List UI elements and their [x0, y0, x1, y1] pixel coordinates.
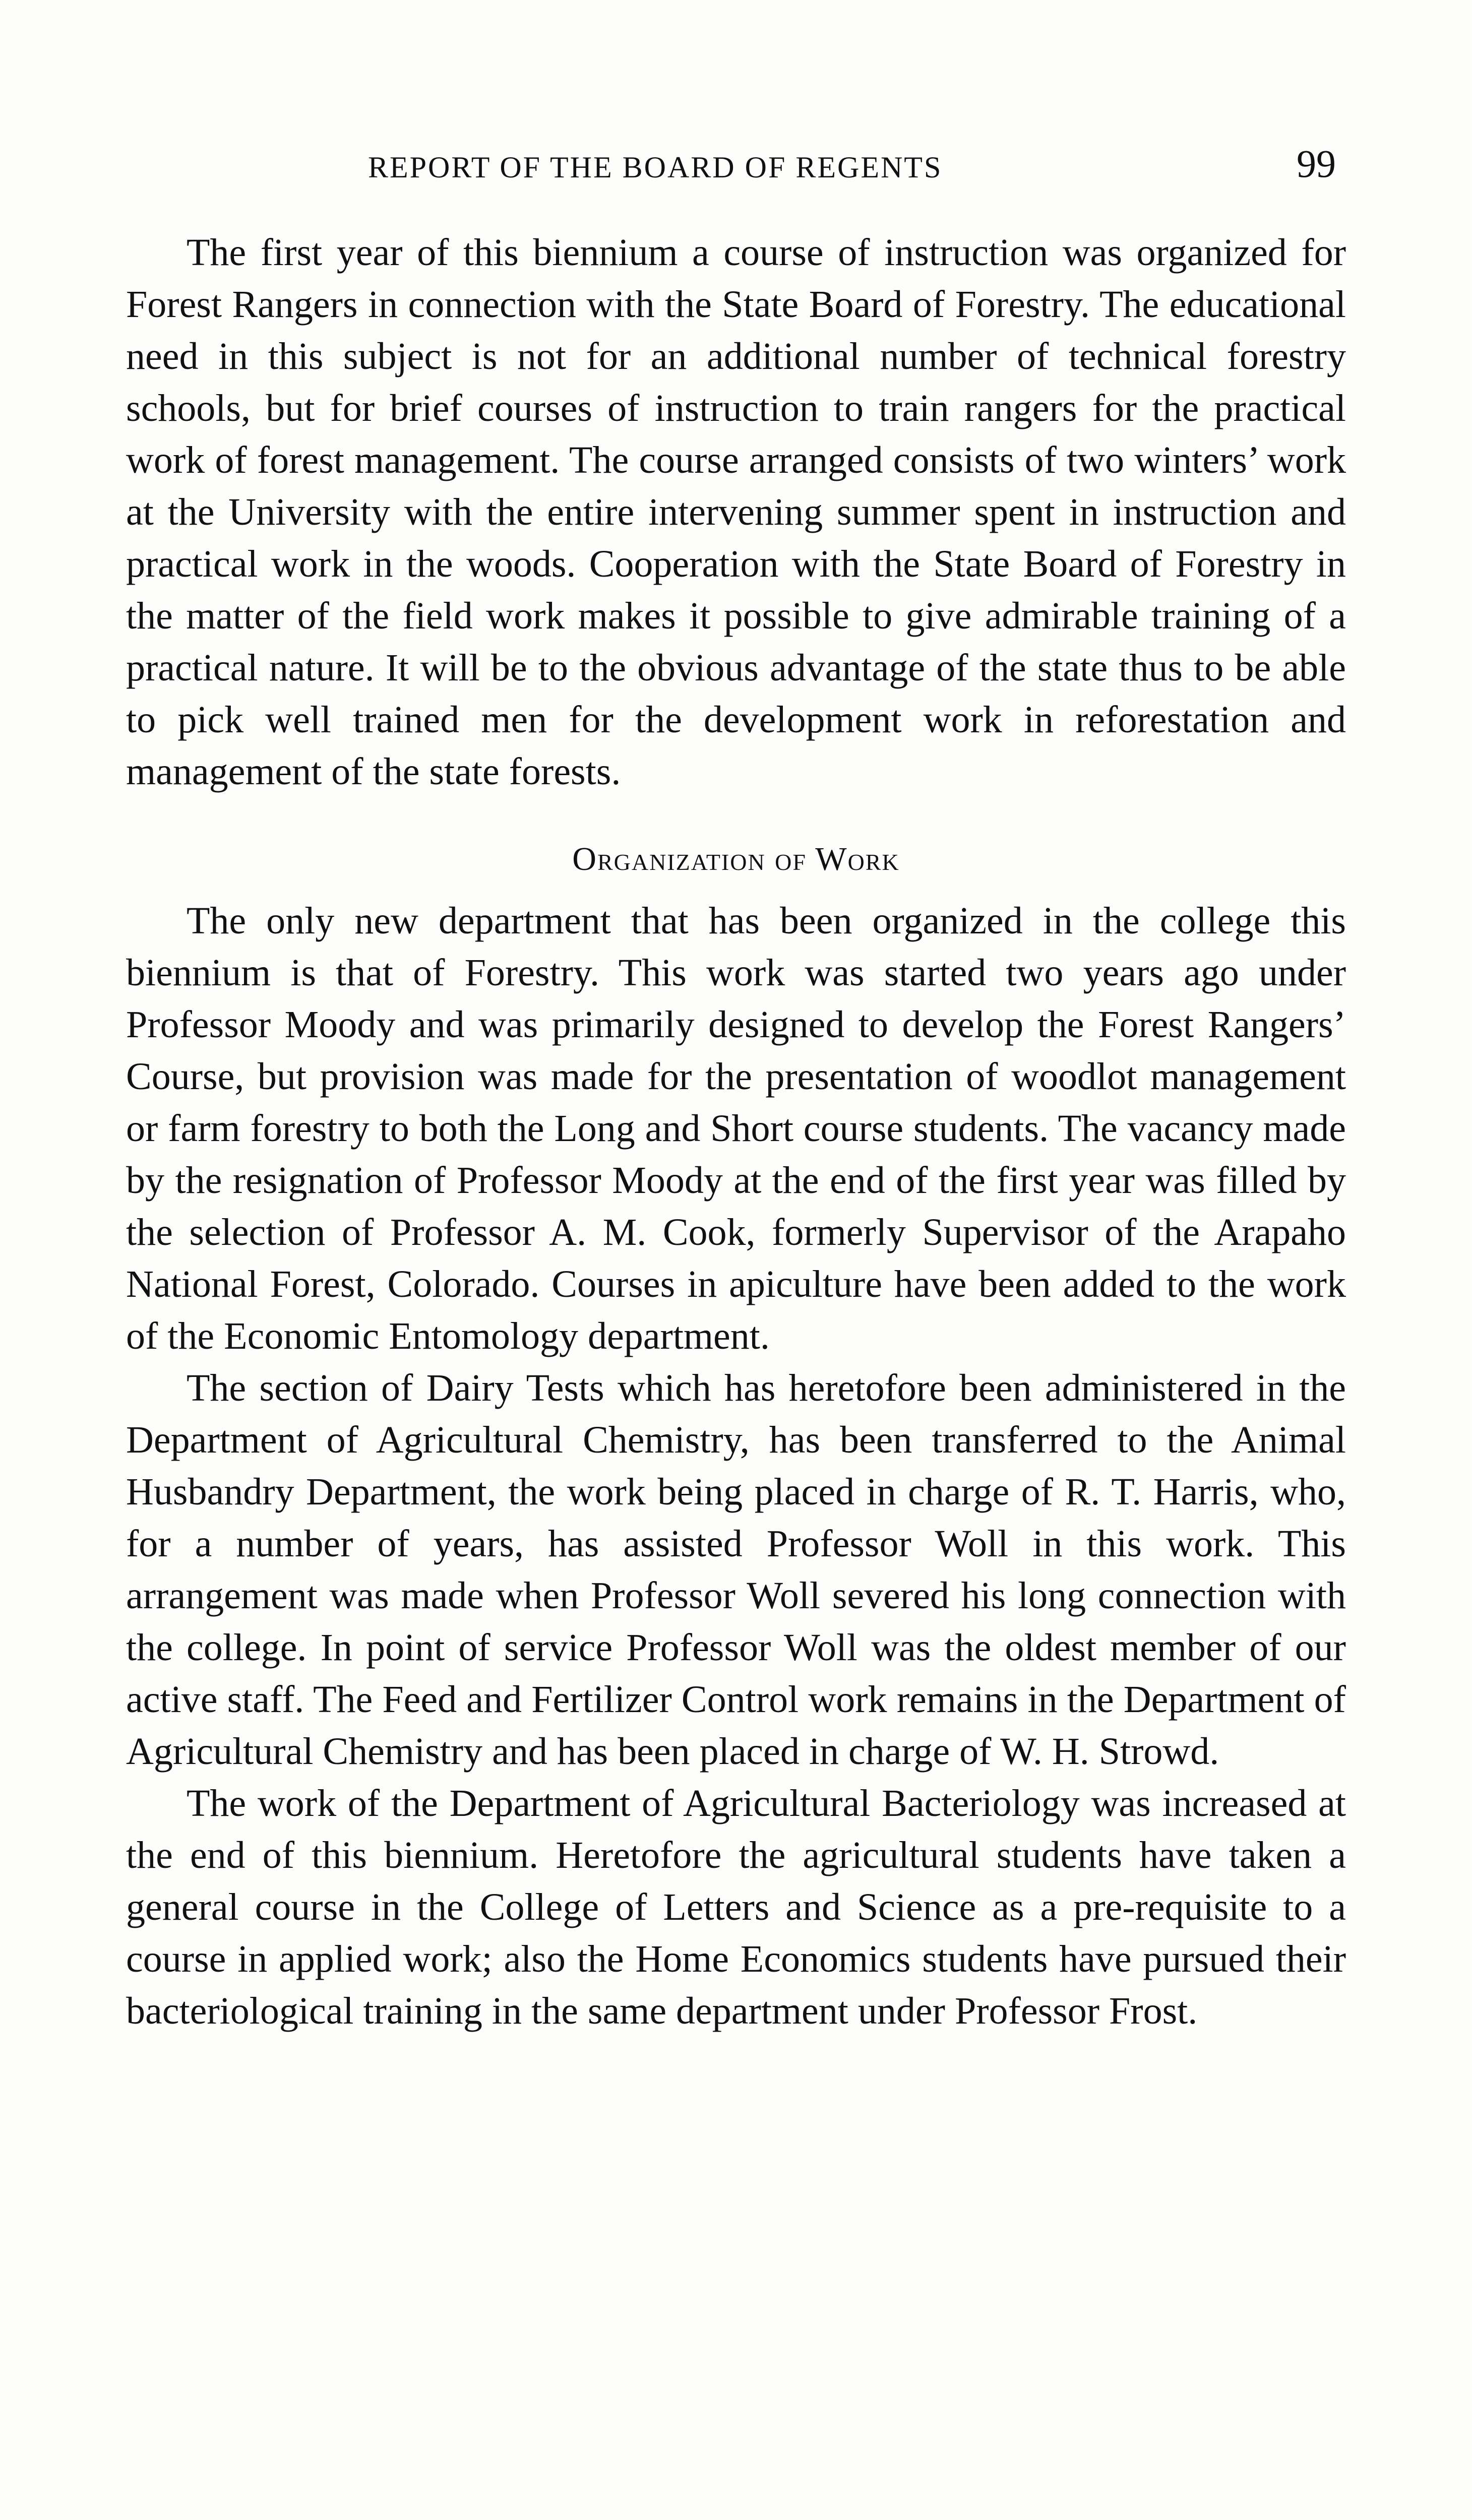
paragraph-forestry-department: The only new department that has been organized in the college this biennium is that of Forestry. This work was started two years ago under Professor Moody and was primarily designed to develop the Forest Rangers’ Course, but provision was made for the presentation of woodlot management or farm forestry to both the Long and Short course students. The vacancy made by the resignation of Professor Moody at the end of the first year was filled by the selection of Professor A. M. Cook, formerly Supervisor of the Arapaho National Forest, Colorado. Courses in apiculture have been added to the work of the Economic Entomology department.	[126, 900, 1346, 1357]
paragraph-forest-rangers: The first year of this biennium a course of instruction was organized for Forest Rangers in connection with the State Board of Forestry. The educational need in this subject is not for an additional number of technical forestry schools, but for brief courses of instruction to train rangers for the practical work of forest management. The course arranged consists of two winters’ work at the University with the entire intervening summer spent in instruction and practical work in the woods. Cooperation with the State Board of Forestry in the matter of the field work makes it possible to give admirable training of a practical nature. It will be to the obvious advantage of the state thus to be able to pick well trained men for the development work in reforestation and management of the state forests.	[126, 231, 1346, 793]
body-text	[126, 227, 1346, 2037]
paragraph-dairy-tests: The section of Dairy Tests which has heretofore been administered in the Department of Agricultural Chemistry, has been transferred to the Animal Husbandry Department, the work being placed in charge of R. T. Harris, who, for a number of years, has assisted Professor Woll in this work. This arrangement was made when Professor Woll severed his long connection with the college. In point of service Professor Woll was the oldest member of our active staff. The Feed and Fertilizer Control work remains in the Department of Agricultural Chemistry and has been placed in charge of W. H. Strowd.	[126, 1367, 1346, 1773]
running-head	[126, 141, 1346, 197]
running-title: REPORT OF THE BOARD OF REGENTS	[368, 151, 943, 184]
page-number: 99	[1297, 142, 1336, 185]
paragraph-bacteriology: The work of the Department of Agricultural Bacteriology was increased at the end of this biennium. Heretofore the agricultural students have taken a general course in the College of Letters and Science as a pre-requisite to a course in applied work; also the Home Economics students have pursued their bacteriological training in the same department under Professor Frost.	[126, 1782, 1346, 2032]
section-heading: Organization of Work	[572, 841, 900, 877]
